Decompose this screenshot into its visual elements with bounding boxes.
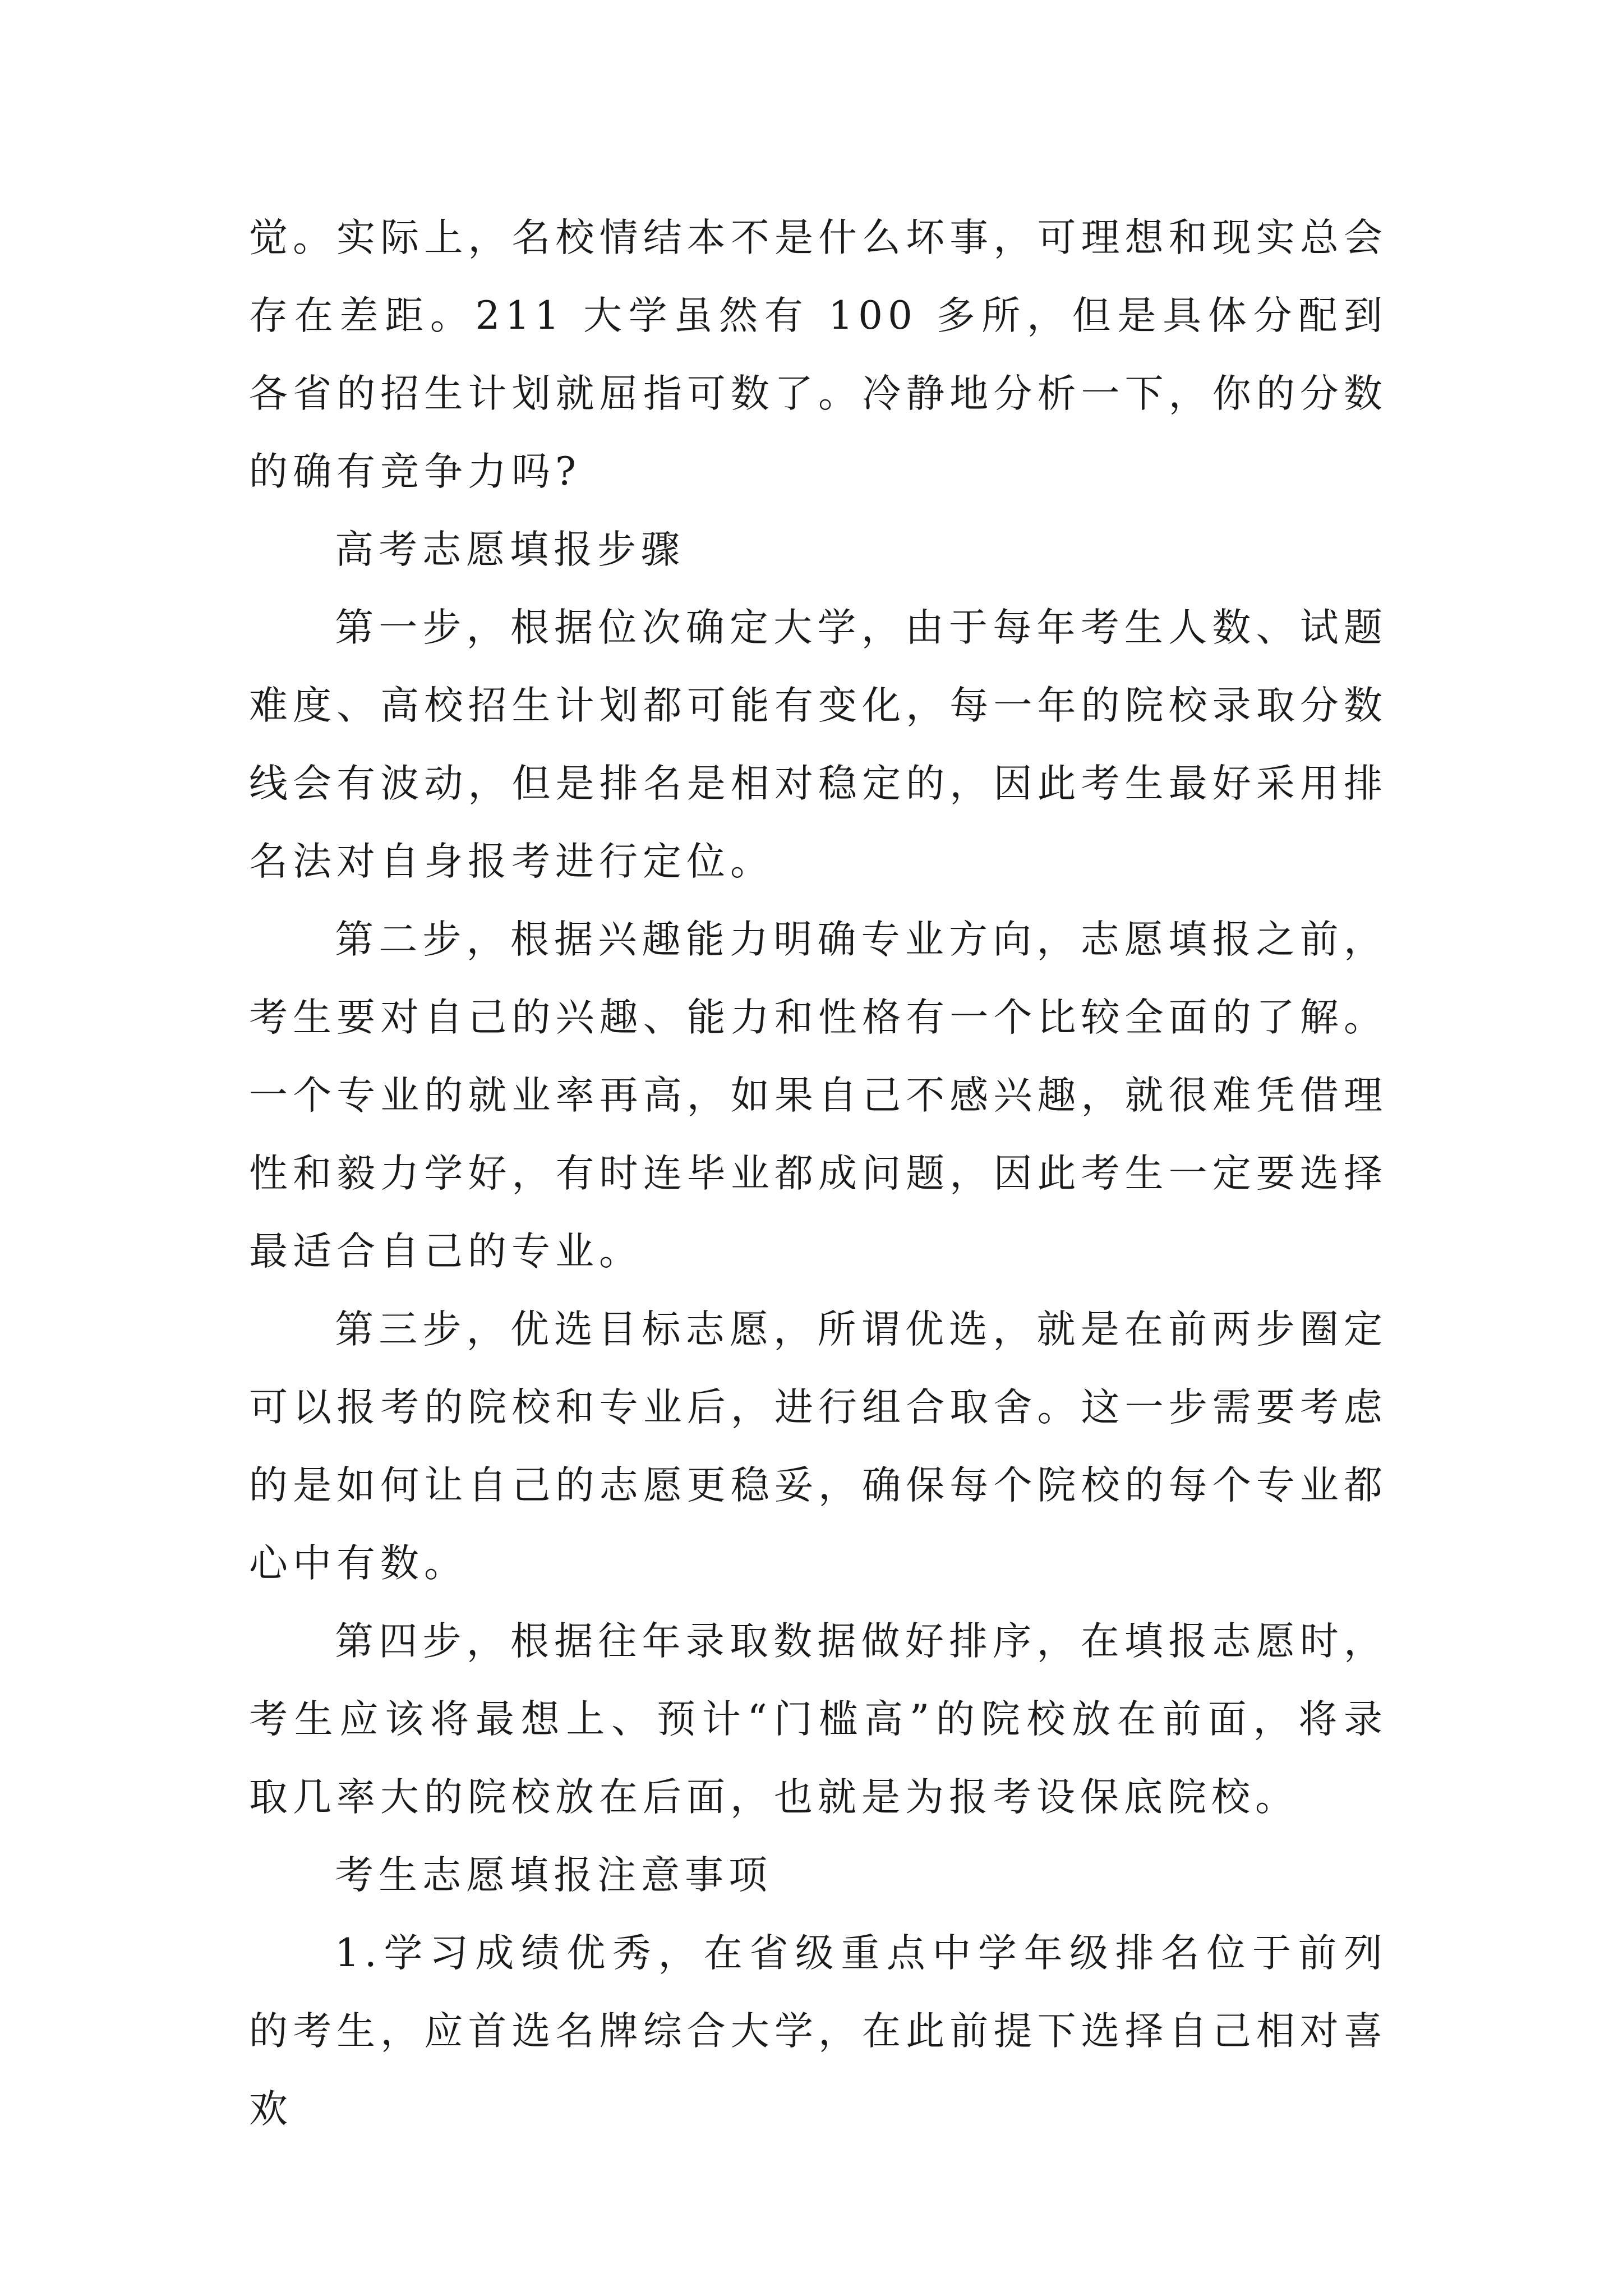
- section-heading-steps: 高考志愿填报步骤: [335, 527, 685, 572]
- paragraph-step-4: 第四步，根据往年录取数据做好排序，在填报志愿时，考生应该将最想上、预计“门槛高”的院校放在前面，将录取几率大的院校放在后面，也就是为报考设保底院校。: [249, 1619, 1387, 1820]
- section-heading-notes: 考生志愿填报注意事项: [335, 1853, 772, 1898]
- paragraph-note-1: 1.学习成绩优秀，在省级重点中学年级排名位于前列的考生，应首选名牌综合大学，在此前提下选择自己相对喜欢: [249, 1931, 1387, 2132]
- paragraph-continuation: 觉。实际上，名校情结本不是什么坏事，可理想和现实总会存在差距。211 大学虽然有 100 多所，但是具体分配到各省的招生计划就屈指可数了。冷静地分析一下，你的分数的确有竞争力吗?: [249, 215, 1387, 494]
- paragraph-step-3: 第三步，优选目标志愿，所谓优选，就是在前两步圈定可以报考的院校和专业后，进行组合取舍。这一步需要考虑的是如何让自己的志愿更稳妥，确保每个院校的每个专业都心中有数。: [249, 1307, 1387, 1586]
- document-body: [249, 199, 1387, 2148]
- paragraph-step-1: 第一步，根据位次确定大学，由于每年考生人数、试题难度、高校招生计划都可能有变化，每一年的院校录取分数线会有波动，但是排名是相对稳定的，因此考生最好采用排名法对自身报考进行定位。: [249, 605, 1387, 884]
- paragraph-step-2: 第二步，根据兴趣能力明确专业方向，志愿填报之前，考生要对自己的兴趣、能力和性格有一个比较全面的了解。一个专业的就业率再高，如果自己不感兴趣，就很难凭借理性和毅力学好，有时连毕业都成问题，因此考生一定要选择最适合自己的专业。: [249, 917, 1387, 1274]
